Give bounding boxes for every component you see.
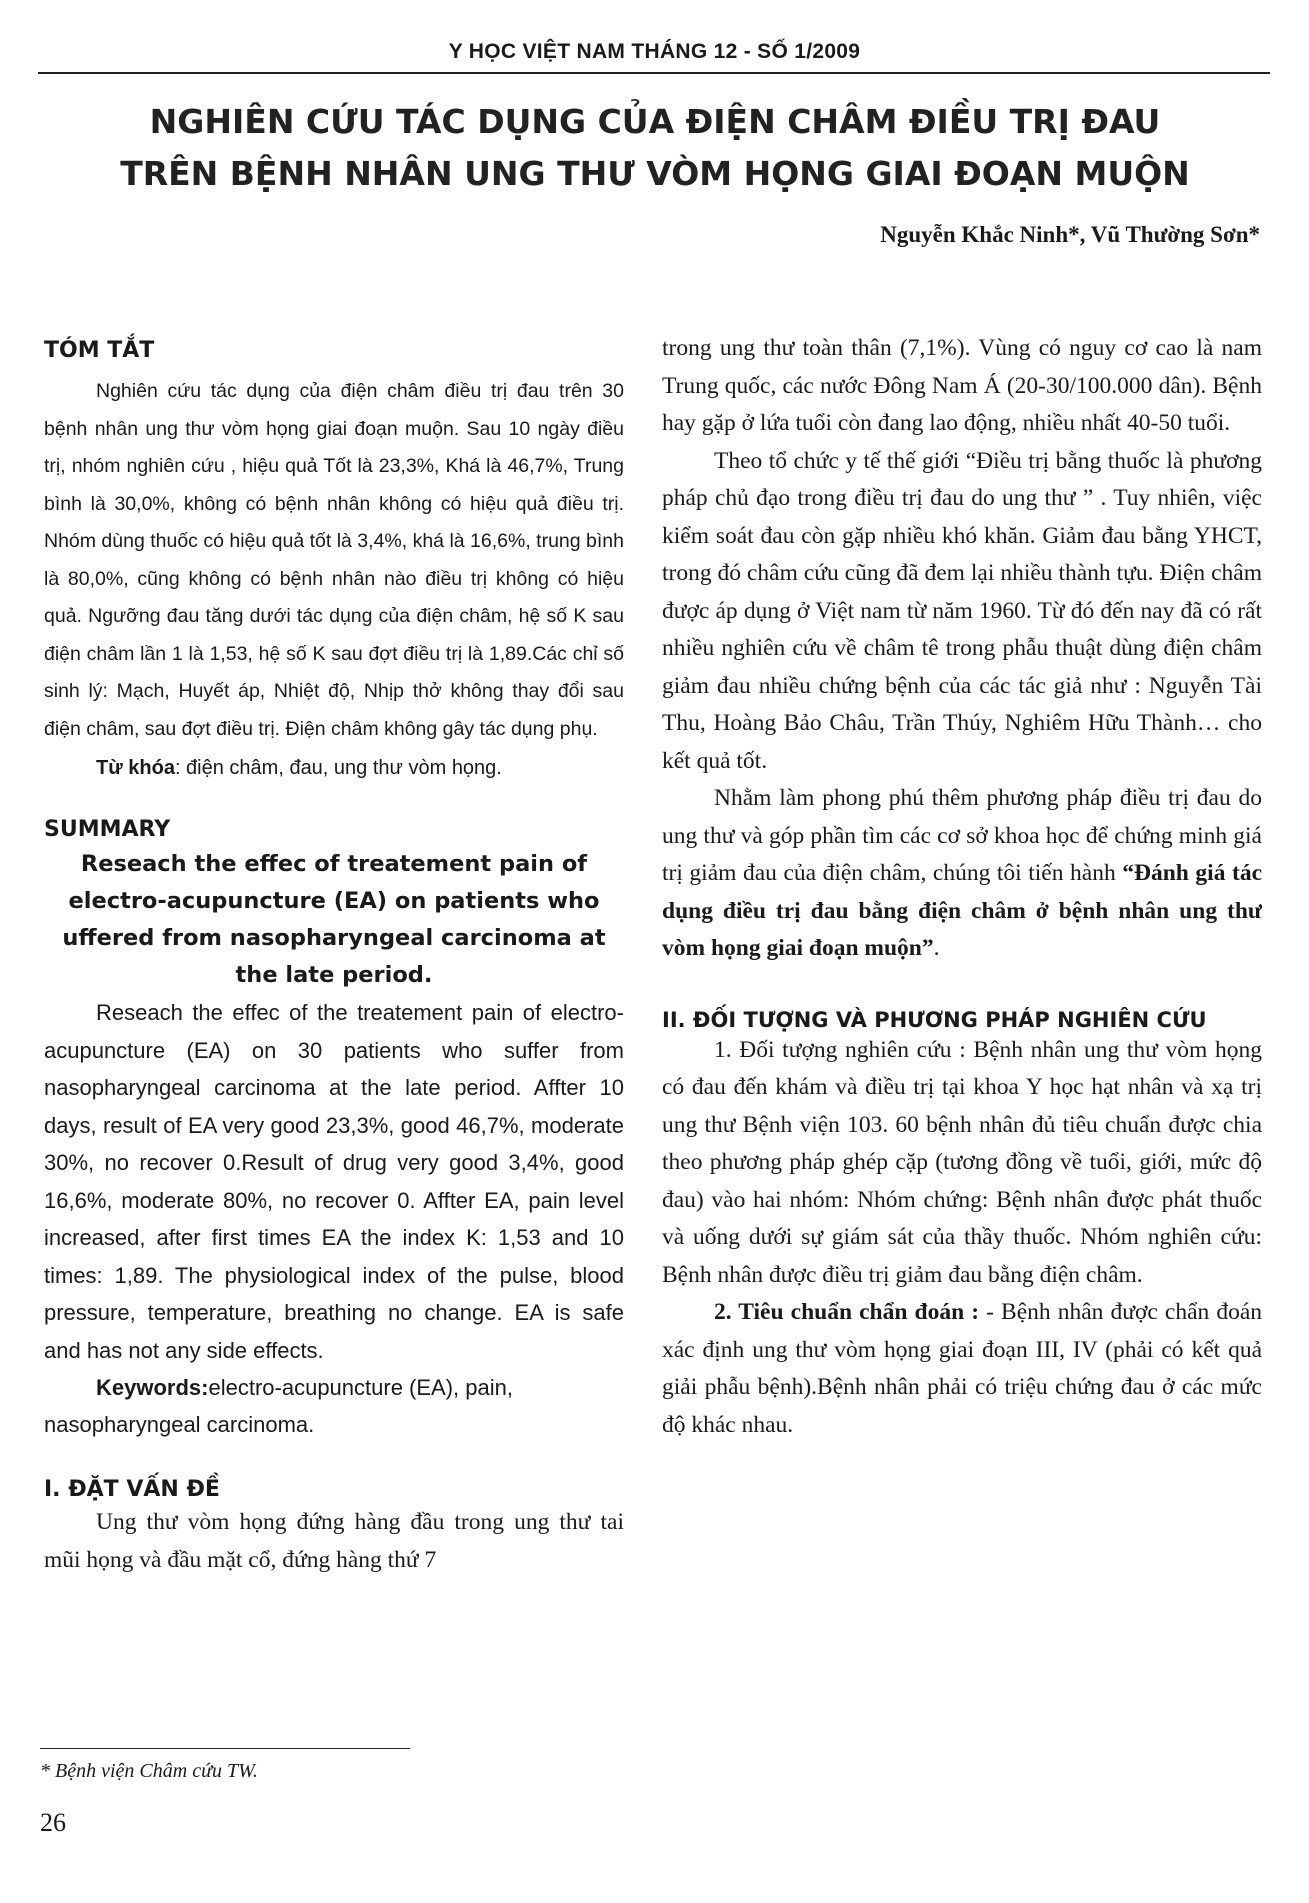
- title-line-2: TRÊN BỆNH NHÂN UNG THƯ VÒM HỌNG GIAI ĐOẠN MUỘN: [120, 154, 1190, 193]
- section-1-para-3: [662, 780, 1262, 968]
- summary-title: Reseach the effec of treatement pain of electro-acupuncture (EA) on patients who uffered from nasopharyngeal carcinoma at the late period.: [62, 851, 606, 988]
- running-head: Y HỌC VIỆT NAM THÁNG 12 - SỐ 1/2009: [448, 40, 861, 63]
- abstract-vi-keywords: [44, 750, 624, 787]
- keywords-vi-text: : điện châm, đau, ung thư vòm họng.: [174, 757, 502, 779]
- abstract-vi-heading: TÓM TẮT: [44, 338, 155, 363]
- section-2-heading: II. ĐỐI TƯỢNG VÀ PHƯƠNG PHÁP NGHIÊN CỨU: [662, 1007, 1207, 1032]
- summary-body: Reseach the effec of the treatement pain of electro-acupuncture (EA) on 30 patients who suffer from nasopharyngeal carcinoma at the late period. Affter 10 days, result of EA very good 23,3%, good 46,7%, moderate 30%, no recover 0.Result of drug very good 3,4%, good 16,6%, moderate 80%, no recover 0. Affter EA, pain level increased, after first times EA the index K: 1,53 and 10 times: 1,89. The physiological index of the pulse, blood pressure, temperature, breathing no change. EA is safe and has not any side effects.: [44, 1000, 624, 1363]
- right-column: [662, 330, 1262, 1444]
- para-3-end: .: [933, 935, 940, 961]
- header-rule: [38, 72, 1270, 74]
- section-1-para-1-left: Ung thư vòm họng đứng hàng đầu trong ung thư tai mũi họng và đầu mặt cổ, đứng hàng thứ 7: [44, 1509, 624, 1573]
- article-title: [40, 96, 1270, 200]
- abstract-vi-body: Nghiên cứu tác dụng của điện châm điều trị đau trên 30 bệnh nhân ung thư vòm họng giai đoạn muộn. Sau 10 ngày điều trị, nhóm nghiên cứu , hiệu quả Tốt là 23,3%, Khá là 46,7%, Trung bình là 30,0%, không có bệnh nhân không có hiệu quả điều trị. Nhóm dùng thuốc có hiệu quả tốt là 3,4%, khá là 16,6%, trung bình là 80,0%, cũng không có bệnh nhân nào điều trị không có hiệu quả. Ngưỡng đau tăng dưới tác dụng của điện châm, hệ số K sau điện châm lần 1 là 1,53, hệ số K sau đợt điều trị là 1,89.Các chỉ số sinh lý: Mạch, Huyết áp, Nhiệt độ, Nhịp thở không thay đổi sau điện châm, sau đợt điều trị. Điện châm không gây tác dụng phụ.: [44, 380, 624, 740]
- section-2-para-2: [662, 1294, 1262, 1444]
- keywords-en-label: Keywords:: [96, 1375, 209, 1400]
- title-line-1: NGHIÊN CỨU TÁC DỤNG CỦA ĐIỆN CHÂM ĐIỀU TRỊ ĐAU: [149, 102, 1161, 141]
- para-3-start: Nhằm làm phong phú thêm phương pháp điều trị đau do ung thư và góp phần tìm các cơ sở khoa học để chứng minh giá trị giảm đau của điện châm, chúng tôi tiến hành: [662, 785, 1262, 886]
- authors: Nguyễn Khắc Ninh*, Vũ Thường Sơn*: [880, 222, 1260, 247]
- keywords-vi-label: Từ khóa: [96, 757, 175, 779]
- section-2-para-1: 1. Đối tượng nghiên cứu : Bệnh nhân ung thư vòm họng có đau đến khám và điều trị tại khoa Y học hạt nhân và xạ trị ung thư Bệnh viện 103. 60 bệnh nhân đủ tiêu chuẩn được chia theo phương pháp ghép cặp (tương đồng về tuổi, giới, mức độ đau) vào hai nhóm: Nhóm chứng: Bệnh nhân được phát thuốc và uống dưới sự giám sát của thầy thuốc. Nhóm nghiên cứu: Bệnh nhân được điều trị giảm đau bằng điện châm.: [662, 1036, 1262, 1288]
- section-1-para-1-right: trong ung thư toàn thân (7,1%). Vùng có nguy cơ cao là nam Trung quốc, các nước Đông Nam Á (20-30/100.000 dân). Bệnh hay gặp ở lứa tuổi còn đang lao động, nhiều nhất 40-50 tuổi.: [662, 335, 1262, 436]
- page-number: 26: [40, 1808, 66, 1837]
- left-column: [44, 338, 624, 1579]
- section-1-para-2: Theo tổ chức y tế thế giới “Điều trị bằng thuốc là phương pháp chủ đạo trong điều trị đau do ung thư ” . Tuy nhiên, việc kiểm soát đau còn gặp nhiều khó khăn. Giảm đau bằng YHCT, trong đó châm cứu cũng đã đem lại nhiều thành tựu. Điện châm được áp dụng ở Việt nam từ năm 1960. Từ đó đến nay đã có rất nhiều nghiên cứu về châm tê trong phẫu thuật dùng điện châm giảm đau nhiều chứng bệnh của các tác giả như : Nguyễn Tài Thu, Hoàng Bảo Châu, Trần Thúy, Nghiêm Hữu Thành… cho kết quả tốt.: [662, 447, 1262, 774]
- summary-keywords: [44, 1369, 624, 1443]
- criteria-label: 2. Tiêu chuẩn chẩn đoán :: [714, 1299, 980, 1325]
- footnote-rule: [40, 1748, 410, 1749]
- footnote: * Bệnh viện Châm cứu TW.: [40, 1760, 258, 1782]
- study-title-quote: “Đánh giá tác dụng điều trị đau bằng điện châm ở bệnh nhân ung thư vòm họng giai đoạn muộn”: [662, 860, 1263, 961]
- summary-heading: SUMMARY: [44, 817, 171, 842]
- section-1-heading: I. ĐẶT VẤN ĐỀ: [44, 1477, 220, 1502]
- criteria-text: - Bệnh nhân được chẩn đoán xác định ung thư vòm họng giai đoạn III, IV (phải có kết quả giải phẫu bệnh).Bệnh nhân phải có triệu chứng đau ở các mức độ khác nhau.: [662, 1299, 1263, 1438]
- keywords-en-text: electro-acupuncture (EA), pain, nasopharyngeal carcinoma.: [44, 1375, 513, 1437]
